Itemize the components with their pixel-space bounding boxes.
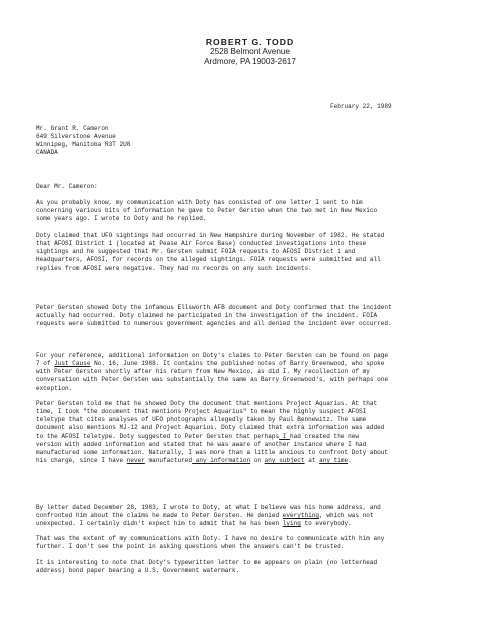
paragraph-3 (36, 304, 392, 328)
recipient-country: CANADA (36, 149, 58, 157)
paragraph-2 (36, 232, 384, 273)
paragraph-line: For your reference, additional information on Doty's claims to Peter Gersten can be found on page (36, 352, 388, 359)
paragraph-1 (36, 199, 377, 223)
paragraph-line: exception. (36, 384, 73, 392)
paragraph-line: sightings and he suggested that Mr. Gersten submit FOIA requests to AFOSI District 1 and (36, 248, 356, 256)
paragraph-line: address) bond paper bearing a U.S. Government watermark. (36, 567, 240, 575)
recipient-city: Winnipeg, Manitoba R3T 2U8 (36, 141, 131, 149)
paragraph-6 (36, 504, 381, 528)
paragraph-line: concerning various bits of information he gave to Peter Gersten when the two met in New Mexico (36, 207, 378, 215)
paragraph-line: 7 of Just Cause No. 16, June 1988. It contains the published notes of Barry Greenwood, who spoke (36, 360, 385, 368)
paragraph-line: requests were submitted to numerous government agencies and all denied the incident ever occurred. (36, 320, 392, 328)
paragraph-line: his charge, since I have never manufactured any information on any subject at any time. (36, 457, 352, 465)
sender-city: Ardmore, PA 19003-2617 (204, 56, 296, 66)
paragraph-line: some years ago. I wrote to Doty and he replied. (36, 215, 207, 223)
paragraph-line: with Peter Gersten shortly after his return from New Mexico, as did I. My recollection of my (36, 368, 370, 376)
paragraph-4 (36, 352, 388, 393)
paragraph-line: Headquarters, AFOSI, for records on the alleged sightings. FOIA requests were submitted and all (36, 256, 381, 264)
paragraph-line: manufactured some information. Naturally, I was more than a little anxious to confront Doty about (36, 448, 388, 456)
recipient-name: Mr. Grant R. Cameron (36, 125, 109, 132)
sender-street: 2528 Belmont Avenue (210, 47, 290, 56)
paragraph-line: actually had occurred. Doty claimed he participated in the investigation of the incident. FOIA (36, 312, 378, 320)
paragraph-line: further. I don't see the point in asking questions when the answers can't be trusted. (36, 543, 345, 551)
paragraph-line: Doty claimed that UFO sightings had occurred in New Hampshire during November of 1982. He stated (36, 232, 385, 239)
paragraph-line: version with added information and stated that he was aware of another instance where I had (36, 440, 367, 448)
letterhead (0, 37, 500, 66)
paragraph-line: By letter dated December 28, 1983, I wrote to Doty, at what I believe was his home address, and (36, 504, 381, 511)
paragraph-line: That was the extent of my communications with Doty. I have no desire to communicate with him any (36, 535, 385, 542)
paragraph-line: confronted him about the claims he made to Peter Gersten. He denied everything, which was not (36, 512, 374, 520)
paragraph-line: to the AFOSI teletype. Doty suggested to Peter Gersten that perhaps I had created the new (36, 432, 359, 440)
paragraph-line: As you probably know, my communication with Doty has consisted of one letter I sent to him (36, 199, 363, 206)
recipient-street: 649 Silverstone Avenue (36, 133, 116, 141)
salutation: Dear Mr. Cameron: (36, 183, 98, 190)
paragraph-line: replies from AFOSI were negative. They had no records on any such incidents. (36, 264, 312, 272)
paragraph-line: unexpected. I certainly didn't expect him to admit that he has been lying to everybody. (36, 520, 352, 528)
paragraph-line: time, I took "the document that mentions Project Aquarius" to mean the highly suspect AFOSI (36, 408, 367, 416)
paragraph-7 (36, 535, 384, 551)
paragraph-8 (36, 559, 377, 575)
paragraph-line: that AFOSI District 1 (located at Pease Air Force Base) conducted investigations into these (36, 240, 367, 248)
paragraph-5 (36, 400, 388, 465)
paragraph-line: conversation with Peter Gersten was substantially the same as Barry Greenwood's, with perhaps one (36, 376, 388, 384)
letter-date: February 22, 1989 (330, 103, 392, 110)
paragraph-line: teletype that cites analyses of UFO photographs allegedly taken by Paul Bennewitz. The same (36, 416, 367, 424)
paragraph-line: Peter Gersten told me that he showed Doty the document that mentions Project Aquarius. At that (36, 400, 378, 407)
paragraph-line: It is interesting to note that Doty's typewritten letter to me appears on plain (no letterhead (36, 559, 378, 566)
sender-name: ROBERT G. TODD (205, 37, 295, 47)
recipient-address (36, 125, 130, 158)
paragraph-line: document also mentions MJ-12 and Project Aquarius. Doty claimed that extra information was added (36, 424, 385, 432)
paragraph-line: Peter Gersten showed Doty the infamous Ellsworth AFB document and Doty confirmed that the incident (36, 304, 392, 311)
